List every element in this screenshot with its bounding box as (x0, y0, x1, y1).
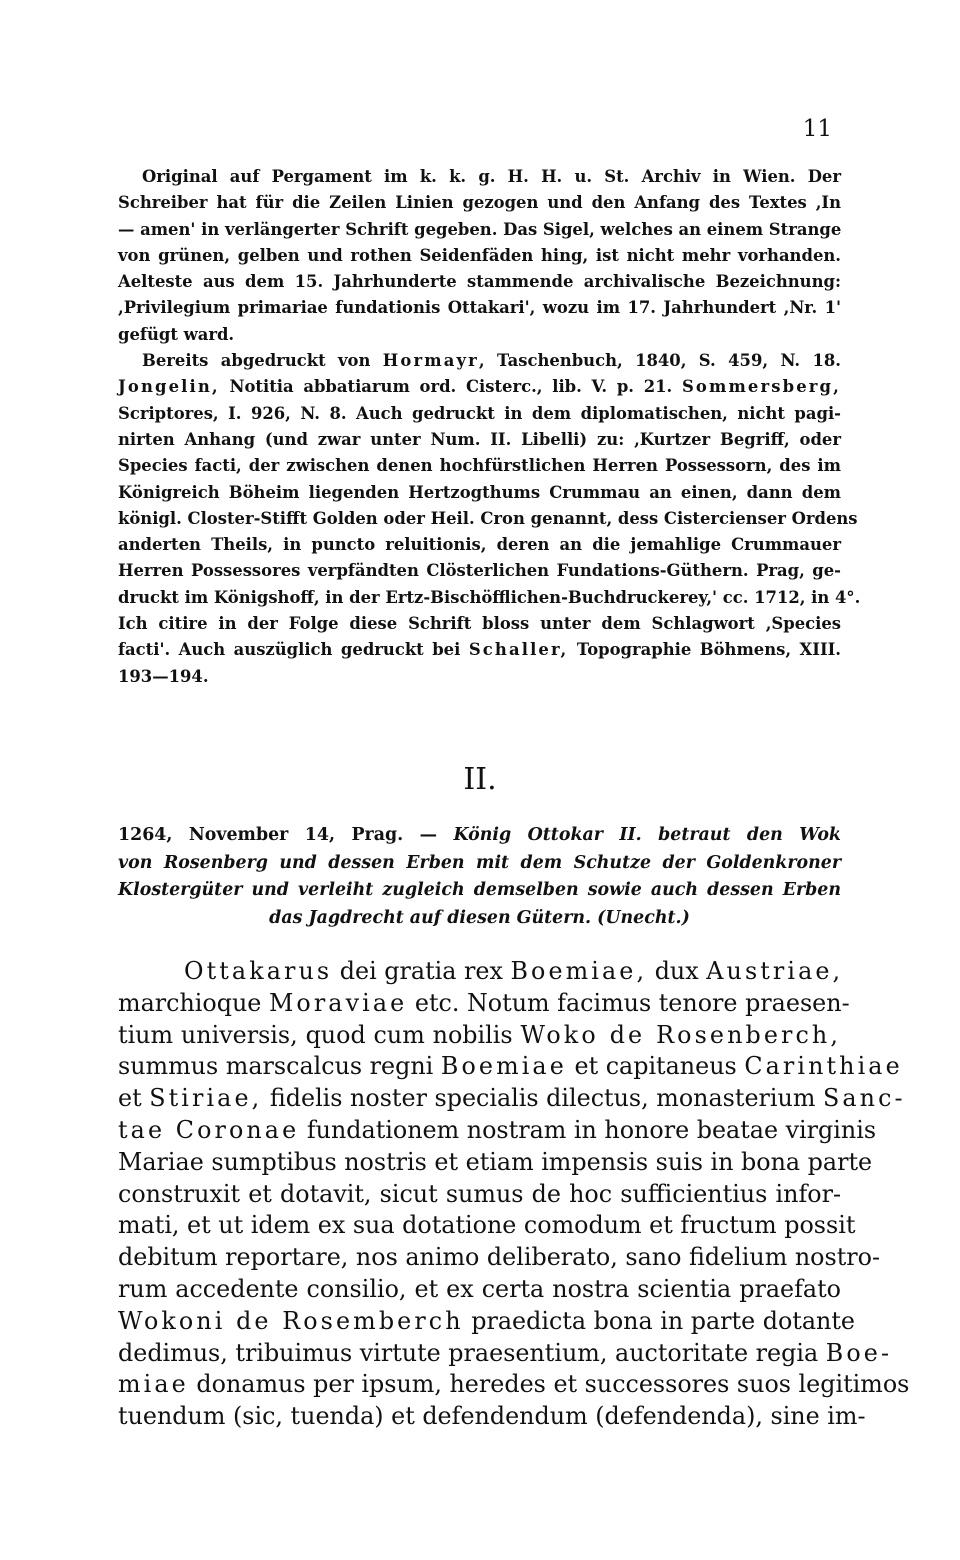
charter-text-run: summus marscalcus regni (118, 1052, 434, 1081)
charter-text-run: praedicta bona in parte dotante (471, 1306, 856, 1335)
charter-line (118, 956, 844, 988)
note-text: Notitia abbatiarum ord. Cisterc., lib. V. p. 21. (229, 377, 673, 397)
note-line: Ich citire in der Folge diese Schrift bloss unter dem Schlagwort ,Species (118, 614, 841, 634)
note-line: Original auf Pergament im k. k. g. H. H. u. St. Archiv in Wien. Der (142, 167, 841, 186)
editorial-notes (118, 164, 861, 690)
note-line: ,Privilegium primariae fundationis Ottakari', wozu im 17. Jahrhundert ,Nr. 1' (118, 298, 841, 318)
person-name: Woko de Rosenberch, (520, 1020, 841, 1049)
charter-text-run: etc. Notum facimus tenore praesen- (414, 988, 850, 1017)
note-line: — amen' in verlängerter Schrift gegeben. Das Sigel, welches an einem Strange (118, 219, 842, 239)
note-line: Aelteste aus dem 15. Jahrhunderte stammende archivalische Bezeichnung: (118, 272, 841, 292)
charter-text-run: dedimus, tribuimus virtute praesentium, auctoritate regia (118, 1338, 819, 1367)
author-name: Schaller, (468, 640, 569, 660)
place-name: Boemiae (440, 1052, 567, 1081)
charter-text-run: tium universis, quod cum nobilis (118, 1020, 513, 1049)
place-name: Carinthiae (744, 1052, 903, 1081)
regest-line: Klostergüter und verleiht zugleich demselben sowie auch dessen Erben (118, 880, 841, 900)
place-name: Boe- (825, 1338, 893, 1367)
regest (118, 822, 841, 932)
charter-line: rum accedente consilio, et ex certa nostra scientia praefato (118, 1274, 841, 1303)
charter-text-run: et (118, 1084, 142, 1113)
note-text: Topographie Böhmens, XIII. (576, 640, 841, 660)
note-line: Schreiber hat für die Zeilen Linien gezogen und den Anfang des Textes ,In (118, 193, 841, 213)
note-line: von grünen, gelben und rothen Seidenfäden hing, ist nicht mehr vorhanden. (118, 245, 841, 265)
note-line: gefügt ward. (118, 324, 235, 344)
charter-line (118, 1083, 906, 1115)
charter-line: Mariae sumptibus nostris et etiam impensis suis in bona parte (118, 1147, 873, 1176)
note-line: Scriptores, I. 926, N. 8. Auch gedruckt in dem diplomatischen, nicht pagi- (118, 403, 841, 423)
author-name: Sommersberg, (681, 377, 841, 397)
regest-text: König Ottokar II. betraut den Wok (453, 825, 841, 845)
charter-line (118, 1338, 893, 1370)
charter-line (118, 1051, 903, 1083)
note-line: druckt im Königshoff, in der Ertz-Bischöfflichen-Buchdruckerey,' cc. 1712, in 4°. (118, 587, 861, 607)
place-name: tae Coronae (118, 1115, 300, 1144)
note-line: 193—194. (118, 666, 209, 686)
note-line: anderten Theils, in puncto reluitionis, deren an die jemahlige Crummauer (118, 535, 841, 555)
charter-text-run: donamus per ipsum, heredes et successores suos legitimos (196, 1370, 910, 1399)
charter-line: mati, et ut idem ex sua dotatione comodum et fructum possit (118, 1211, 856, 1240)
author-name: Hormayr (382, 351, 479, 371)
page-number: 11 (802, 116, 832, 142)
charter-text-run: marchioque (118, 988, 262, 1017)
charter-line: tuendum (sic, tuenda) et defendendum (defendenda), sine im- (118, 1402, 866, 1431)
charter-text-run: fundationem nostram in honore beatae virginis (306, 1115, 877, 1144)
place-name: miae (118, 1370, 189, 1399)
note-line: Königreich Böheim liegenden Hertzogthums Crummau an einen, dann dem (118, 482, 841, 502)
person-name: Ottakarus (184, 957, 333, 985)
note-line: Species facti, der zwischen denen hochfürstlichen Herren Possessorn, des im (118, 456, 841, 476)
charter-line: construxit et dotavit, sicut sumus de hoc sufficientius infor- (118, 1179, 841, 1208)
note-text: facti'. Auch auszüglich gedruckt bei (118, 640, 461, 660)
charter-line (118, 1369, 910, 1401)
regest-line: das Jagdrecht auf diesen Gütern. (Unecht.) (269, 907, 690, 928)
charter-line (118, 988, 850, 1020)
note-line: Bereits abgedruckt von Hormayr, Taschenbuch, 1840, S. 459, N. 18. (142, 351, 841, 371)
note-line: Herren Possessores verpfändten Clösterlichen Fundations-Güthern. Prag, ge- (118, 561, 841, 581)
note-line: nirten Anhang (und zwar unter Num. II. Libelli) zu: ,Kurtzer Begriff, oder (118, 429, 841, 449)
author-name: Jongelin, (118, 377, 220, 397)
regest-date-place: 1264, November 14, Prag. — (118, 825, 438, 845)
place-name: Austriae, (706, 957, 844, 985)
place-name: Stiriae, (149, 1084, 263, 1113)
regest-line (118, 822, 841, 850)
place-name: Boemiae, (510, 957, 648, 985)
regest-line: von Rosenberg und dessen Erben mit dem Schutze der Goldenkroner (118, 852, 841, 873)
charter-text-run: dux (654, 957, 699, 985)
person-name: Wokoni de Rosemberch (118, 1306, 464, 1335)
charter-text-run: dei gratia rex (339, 957, 503, 985)
note-line: königl. Closter-Stifft Golden oder Heil. Cron genannt, dess Cistercienser Ordens (118, 508, 858, 528)
place-name: Moraviae (268, 988, 408, 1017)
charter-text (118, 956, 910, 1433)
note-line (118, 374, 841, 400)
charter-line (118, 1306, 856, 1338)
section-number: II. (463, 762, 497, 797)
charter-text-run: et capitaneus (574, 1052, 737, 1081)
place-name: Sanc- (822, 1084, 906, 1113)
charter-line (118, 1115, 877, 1147)
charter-text-run: fidelis noster specialis dilectus, monasterium (269, 1084, 816, 1113)
charter-line (118, 1020, 841, 1052)
note-line (118, 637, 841, 663)
charter-line: debitum reportare, nos animo deliberato, sano fidelium nostro- (118, 1243, 881, 1272)
